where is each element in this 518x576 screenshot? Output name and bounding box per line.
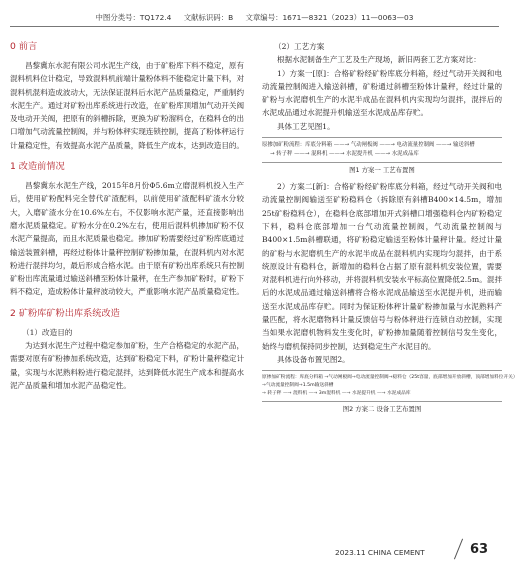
article-number: 文章编号：1671—8321（2023）11—0063—03 (245, 13, 414, 22)
flow-step: 电动流量控制阀 (355, 375, 389, 381)
flow-step: 电动流量控制阀 (396, 142, 435, 149)
flow-step: 3m混料机 (318, 391, 341, 397)
flow-step: 气动流量控制阀 (265, 383, 299, 389)
section-2-paragraph: 为达到水泥生产过程中稳定参加矿粉，生产合格稳定的水泥产品，需要对原有矿粉掺加系统改造，达到矿粉稳定下料，矿粉计量秤稳定计量，实现与水泥熟料粉进行稳定混拌，达到降低水泥生产成本和提高水泥产品质量和增加水泥产品稳定性。 (10, 341, 244, 390)
flow-step: 气动闸板阀 (350, 142, 378, 149)
right-column (262, 40, 518, 419)
flow-step: 稳料仓（25t容量，底部增加开放斜槽，顶部增加料位开关） (392, 375, 518, 381)
section-1-paragraph: 昌黎冀东水泥生产线，2015年8月份Φ5.6m立磨混料机投入生产后，使用矿粉配料完全替代矿渣配料，以前使用矿渣配料矿渣水分较大，入磨矿渣水分在10.6%左右，不仅影响水泥产量，还直接影响出磨水泥质量稳定。矿粉水分在0.2%左右，使用后混料机掺加矿粉不仅水泥产量提高，而且水泥质量也稳定。掺加矿粉需要经过矿粉库底通过输送装置斜槽，再经过粉体计量秤控制矿粉掺加量，在混料机内对水泥粉进行混拌均匀，最后形成合格水泥。由于原有矿粉出库系统只有控制矿粉出库流量通过输送斜槽至粉体计量秤，在生产参加矿粉时，矿粉下料不稳定，造成粉体计量秤波动较大，严重影响水泥产品质量稳定性。 (10, 181, 244, 297)
document-code: 文献标识码：B (183, 13, 234, 22)
flow-step: 1.5m输送斜槽 (302, 383, 334, 389)
section-2-subheading-purpose: （1）改造目的 (22, 327, 73, 337)
arrow-icon: → (270, 151, 277, 158)
process-scheme-subheading: （2）工艺方案 (274, 42, 325, 51)
figure-1-row-2 (262, 150, 502, 159)
flow-step: 水泥成品库 (387, 391, 411, 397)
page-header (0, 12, 509, 23)
arrow-icon: —→ (281, 391, 294, 397)
arrow-icon: ——→ (327, 151, 347, 158)
figure-2-row-2 (262, 390, 502, 398)
section-1-heading: 1 改造前情况 (10, 161, 65, 173)
arrow-icon: → (388, 375, 393, 381)
arrow-icon: → (298, 383, 303, 389)
flow-step: 水泥成品库 (391, 151, 419, 158)
arrow-icon: → (262, 391, 268, 397)
arrow-icon: —→ (340, 391, 353, 397)
flow-step: 混料机 (311, 151, 328, 158)
flow-step: 输送斜槽 (453, 142, 475, 149)
figure-2-caption: 图2 方案二 设备工艺布置图 (342, 405, 422, 414)
flow-step: 转子秤 (267, 391, 282, 397)
header-rule (10, 26, 499, 27)
flow-step: 水泥提升机 (346, 151, 374, 158)
scheme-intro-paragraph: 根据水泥制备生产工艺及生产现场，新旧两套工艺方案对比： (277, 55, 481, 65)
classification-number: 中图分类号：TQ172.4 (95, 13, 172, 22)
figure-2-row-1 (262, 374, 518, 382)
arrow-icon: ——→ (434, 142, 454, 149)
figure-1-caption: 图1 方案一 工艺布置图 (349, 166, 415, 175)
flow-step: 原掺加矿粉流程：库底分料箱 (262, 142, 333, 149)
flow-step: 水泥提升机 (352, 391, 376, 397)
arrow-icon: → (351, 375, 356, 381)
flow-step: 原掺加矿粉流程：库底分料箱 (262, 375, 323, 381)
flow-step: 气动闸板阀 (328, 375, 352, 381)
scheme-1-paragraph: 1）方案一[原]：合格矿粉经矿粉库底分料箱，经过气动开关阀和电动流量控制阀进入输送斜槽，矿粉通过斜槽至粉体计量秤，经过计量的矿粉与水泥磨机生产的水泥半成品在混料机内实现均匀混拌，混拌后的水泥成品通过水泥提升机输送至水泥成品库存贮。 (262, 68, 502, 118)
arrow-icon: —→ (375, 391, 388, 397)
figure-2-lead: 具体设备布置见图2。 (277, 354, 350, 364)
arrow-icon: ——→ (332, 142, 351, 149)
figure-2-row-1b (262, 382, 502, 390)
figure-1-lead: 具体工艺见图1。 (277, 121, 335, 131)
figure-1-row-1 (262, 141, 502, 150)
flow-step: 转子秤 (276, 151, 293, 158)
arrow-icon: → (322, 375, 329, 381)
section-2-heading: 2 矿粉库矿粉出库系统改造 (10, 307, 120, 319)
left-column (10, 40, 244, 392)
scheme-2-paragraph: 2）方案二[新]：合格矿粉经矿粉库底分料箱，经过气动开关阀和电动流量控制阀输送至矿粉稳料仓（拆除原有斜槽B400×14.5m，增加25t矿粉稳料仓），在稳料仓底部增加开式斜槽口增强稳料仓内矿粉稳定下料，稳料仓底部增加一台气动流量控制阀，气动流量控制阀与B400×1.5m斜槽联通，将矿粉稳定输送至粉体计量秤计量。经过计量的矿粉与水泥磨机生产的水泥半成品在混料机内实现均匀混拌，由于系统原设计有稳料仓，新增加的稳料仓占据了原有混料机安装位置，需要对混料机进行向外移动，并将混料机安装水平标高位置降低2.5m。混拌后的水泥成品通过输送斜槽将合格水泥成品输送至水泥提升机，进而输送至水泥成品库存贮。同时为保证粉体秤计量矿粉掺加量与水泥熟料产量匹配，将水泥磨物料计量反馈信号与粉体秤进行连锁自动控制，实现当如果水泥磨机物料发生变化时，矿粉掺加量随着控制信号发生变化，始终与磨机保持同步控制，达到稳定生产水泥目的。 (262, 182, 502, 351)
flow-step: 混料机 (293, 391, 308, 397)
arrow-icon: —→ (307, 391, 319, 397)
section-0-heading: 0 前言 (10, 41, 38, 52)
figure-1-flowchart (262, 137, 502, 163)
figure-2-flowchart (262, 370, 518, 402)
arrow-icon: ——→ (373, 151, 392, 158)
journal-footer: 2023.11 CHINA CEMENT (335, 548, 425, 557)
section-0-paragraph: 昌黎冀东水泥有限公司水泥生产线，由于矿粉库下料不稳定，原有混料机料位计稳定，导致混料机前端计量粉体料不能稳定计量下料，对混料机混料造成波动大，无法保证混料后水泥产品质量稳定，严重制约水泥生产。通过对矿粉出库系统进行改造，在矿粉库顶增加气动开关阀及电动开关阀，把原有的斜槽拆除，更换为矿粉溜料仓，在稳料仓的出口增加气动流量控制阀，并与粉体秤实现连锁控制，提高了粉体秤运行计量稳定性，有效提高水泥产品质量，降低生产成本，达到改造目的。 (10, 61, 244, 150)
page-number: 63 (470, 542, 489, 557)
arrow-icon: → (262, 383, 266, 389)
footer-divider (454, 539, 463, 560)
arrow-icon: ——→ (377, 142, 397, 149)
arrow-icon: ——→ (292, 151, 312, 158)
